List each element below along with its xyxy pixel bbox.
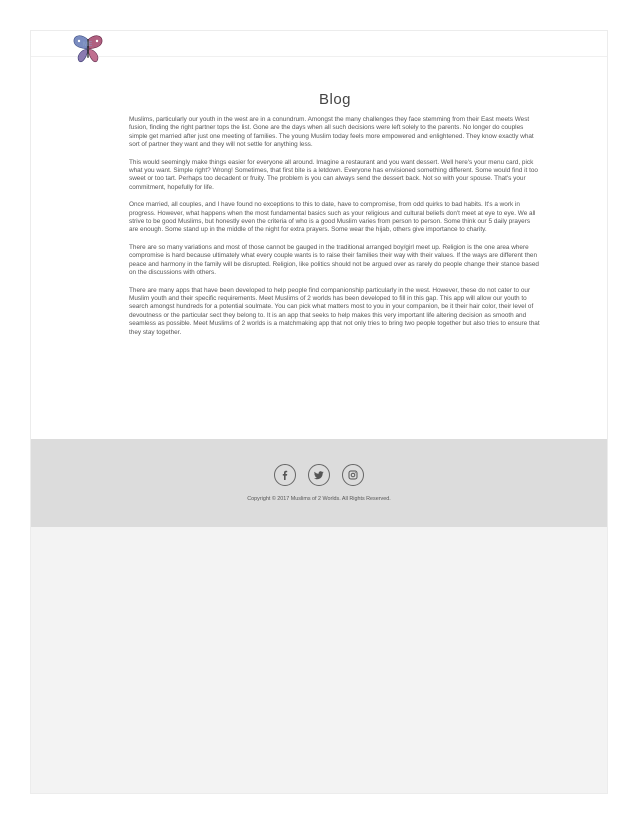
site-header: [31, 31, 607, 57]
twitter-button[interactable]: [308, 464, 330, 486]
blog-paragraph: There are many apps that have been developed to help people find companionship particularly in the west. However, these do not cater to our Muslim youth and their specific requirements. Meet Muslims of 2 worlds has been developed to fill in this gap. This app will allow our youth to search amongst hundreds for a potential soulmate. You can pick what matters most to you in your companion, be it their hair color, their level of devoutness or the particular sect they belong to. It is an app that seeks to help makes this very important life altering decision as smooth and seamless as possible. Meet Muslims of 2 worlds is a matchmaking app that not only tries to bring two people together but also tries to ensure that they stay together.: [129, 286, 540, 336]
logo-text: ME: [83, 42, 93, 48]
blog-content: [129, 91, 541, 346]
facebook-icon: [280, 470, 290, 480]
blank-area: [31, 527, 607, 794]
blog-paragraph: Muslims, particularly our youth in the west are in a conundrum. Amongst the many challenges they face stemming from their East meets West fusion, finding the right partner tops the list. Gone are the days when all such decisions were left solely to the parents. No longer do couples simple get married after just one meeting of families. The young Muslim today feels more empowered and enlightened. They know exactly what sort of partner they want and they will not settle for anything less.: [129, 116, 534, 149]
blog-paragraph: There are so many variations and most of those cannot be gauged in the traditional arranged boy/girl meet up. Religion is the one area where compromise is hard because ultimately what every couple wants is to raise their families their way with their values. If the ways are different then peace and harmony in the family will be disrupted. Religion, like politics should not be argued over as rarely do people change their stance based on the discussions with others.: [129, 243, 539, 277]
social-links: [31, 464, 607, 486]
instagram-icon: [348, 470, 358, 480]
blog-paragraph: Once married, all couples, and I have found no exceptions to this to date, have to compromise, from odd quirks to bad habits. It's a work in progress. However, what happens when the most fundamental basics such as your religious and cultural beliefs don't meet at eye to eye. We all strive to be good Muslims, but honestly even the criteria of who is a good Muslim varies from person to person. Some think our 5 daily prayers are enough. Some stand up in the middle of the night for extra prayers. Some wear the hijab, others give importance to charity.: [129, 201, 536, 234]
blog-paragraph: This would seemingly make things easier for everyone all around. Imagine a restaurant and you want dessert. Well here's your menu card, pick what you want. Simple right? Wrong! Sometimes, that first bite is a letdown. Everyone has envisioned something different. Some would find it too sweet or too tart. Perhaps too decadent or fruity. The problem is you can always send the dessert back. Not so with your spouse. That's your commitment, hopefully for life.: [129, 158, 538, 191]
page-title: Blog: [318, 91, 352, 108]
instagram-button[interactable]: [342, 464, 364, 486]
page-frame: [30, 30, 608, 794]
butterfly-logo[interactable]: [69, 34, 107, 64]
copyright-text: Copyright © 2017 Muslims of 2 Worlds. All Rights Reserved.: [247, 496, 391, 502]
twitter-icon: [314, 470, 324, 480]
site-footer: [31, 439, 607, 527]
facebook-button[interactable]: [274, 464, 296, 486]
